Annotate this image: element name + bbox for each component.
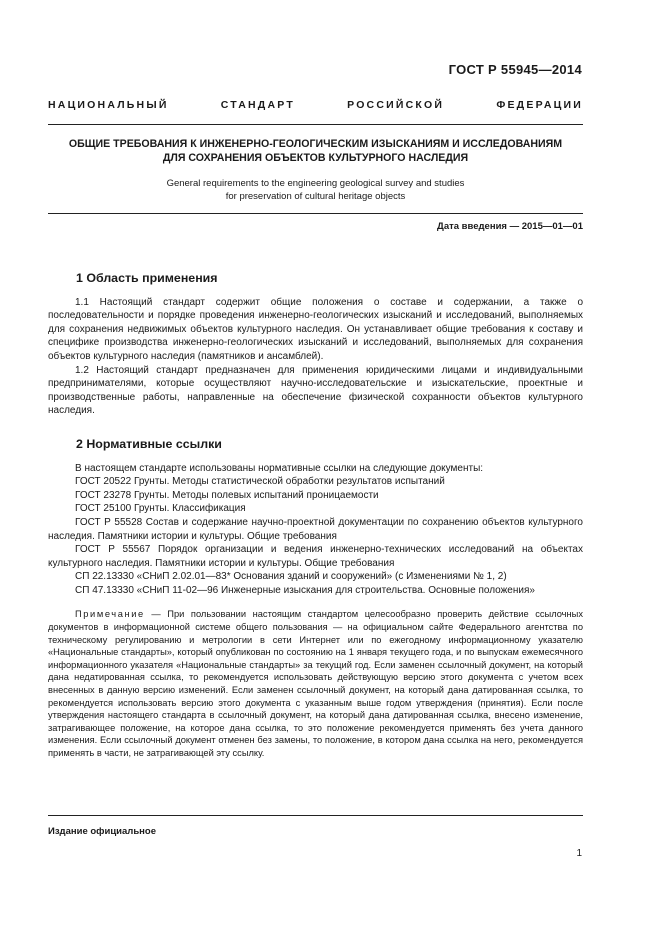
note-label: Примечание bbox=[75, 609, 145, 620]
section-1-paragraph-2: 1.2 Настоящий стандарт предназначен для применения юридическими лицами и индивидуальными предпринимателями, которые осуществляют научно-исследовательские и изыскательские, проектные и производственные работы, направленные на обеспечение физической сохранности объектов культурного наследия. bbox=[48, 364, 583, 417]
document-title-en bbox=[48, 178, 583, 203]
reference-item: ГОСТ Р 55528 Состав и содержание научно-проектной документации по сохранению объектов культурного наследия. Памятники истории и культуры. Общие требования bbox=[48, 516, 583, 542]
section-1-heading: 1 Область применения bbox=[76, 271, 218, 285]
title-ru-line-2: ДЛЯ СОХРАНЕНИЯ ОБЪЕКТОВ КУЛЬТУРНОГО НАСЛЕДИЯ bbox=[162, 151, 469, 164]
reference-item: СП 47.13330 «СНиП 11-02—96 Инженерные изыскания для строительства. Основные положения» bbox=[75, 584, 535, 596]
title-en-line-2: for preservation of cultural heritage objects bbox=[225, 190, 406, 202]
reference-item: ГОСТ Р 55567 Порядок организации и ведения инженерно-технических исследований на объектах культурного наследия. Памятники истории и культуры. Общие требования bbox=[48, 544, 583, 569]
reference-item: ГОСТ 23278 Грунты. Методы полевых испытаний проницаемости bbox=[75, 489, 379, 501]
note-text: — При пользовании настоящим стандартом целесообразно проверить действие ссылочных документов в информационной системе общего пользования — на официальном сайте Федерального агентства по техническому регулированию и метрологии в сети Интернет или по ежегодному информационному указателю «Национальные стандарты», который опубликован по состоянию на 1 января текущего года, и по выпускам ежемесячного информационного указателя «Национальные стандарты» за текущий год. Если заменен ссылочный документ, на который дана недатированная ссылка, то рекомендуется использовать действующую версию этого документа с учетом всех внесенных в данную версию изменений. Если заменен ссылочный документ, на который дана датированная ссылка, то рекомендуется использовать версию этого документа с указанным выше годом утверждения (принятия). Если после утверждения настоящего стандарта в ссылочный документ, на который дана датированная ссылка, внесено изменение, затрагивающее положение, на которое дана ссылка, то это положение рекомендуется применять без учета данного изменения. Если ссылочный документ отменен без замены, то положение, в котором дана ссылка на него, рекомендуется применять в части, не затрагивающей эту ссылку. bbox=[48, 609, 583, 758]
section-1-paragraph-1: 1.1 Настоящий стандарт содержит общие положения о составе и содержании, а также о последовательности и порядке проведения инженерно-геологических изысканий и исследований, выполняемых для сохранения недвижимых объектов культурного наследия. Он устанавливает общие требования к составу и специфике производства инженерно-геологических изысканий и исследований, выполняемых для сохранения объектов культурного наследия (памятников и ансамблей). bbox=[48, 296, 583, 362]
title-divider bbox=[48, 213, 583, 214]
reference-note bbox=[48, 608, 583, 759]
standard-number: ГОСТ Р 55945—2014 bbox=[448, 62, 582, 77]
national-standard-banner: НАЦИОНАЛЬНЫЙ СТАНДАРТ РОССИЙСКОЙ ФЕДЕРАЦИИ bbox=[48, 99, 583, 111]
reference-item: ГОСТ 25100 Грунты. Классификация bbox=[75, 503, 246, 515]
reference-item: СП 22.13330 «СНиП 2.02.01—83* Основания зданий и сооружений» (с Изменениями № 1, 2) bbox=[75, 571, 507, 583]
page-number: 1 bbox=[576, 848, 582, 859]
official-edition-label: Издание официальное bbox=[48, 826, 156, 837]
document-body bbox=[48, 272, 583, 760]
footer-divider bbox=[48, 815, 583, 816]
title-en-line-1: General requirements to the engineering geological survey and studies bbox=[166, 178, 465, 189]
top-divider bbox=[48, 124, 583, 125]
title-ru-line-1: ОБЩИЕ ТРЕБОВАНИЯ К ИНЖЕНЕРНО-ГЕОЛОГИЧЕСКИМ ИЗЫСКАНИЯМ И ИССЛЕДОВАНИЯМ bbox=[68, 138, 563, 150]
reference-item: ГОСТ 20522 Грунты. Методы статистической обработки результатов испытаний bbox=[75, 476, 445, 488]
section-2-intro: В настоящем стандарте использованы нормативные ссылки на следующие документы: bbox=[75, 462, 484, 474]
introduction-date: Дата введения — 2015—01—01 bbox=[437, 221, 583, 232]
section-2-heading: 2 Нормативные ссылки bbox=[76, 436, 222, 451]
document-title-ru bbox=[48, 138, 583, 165]
